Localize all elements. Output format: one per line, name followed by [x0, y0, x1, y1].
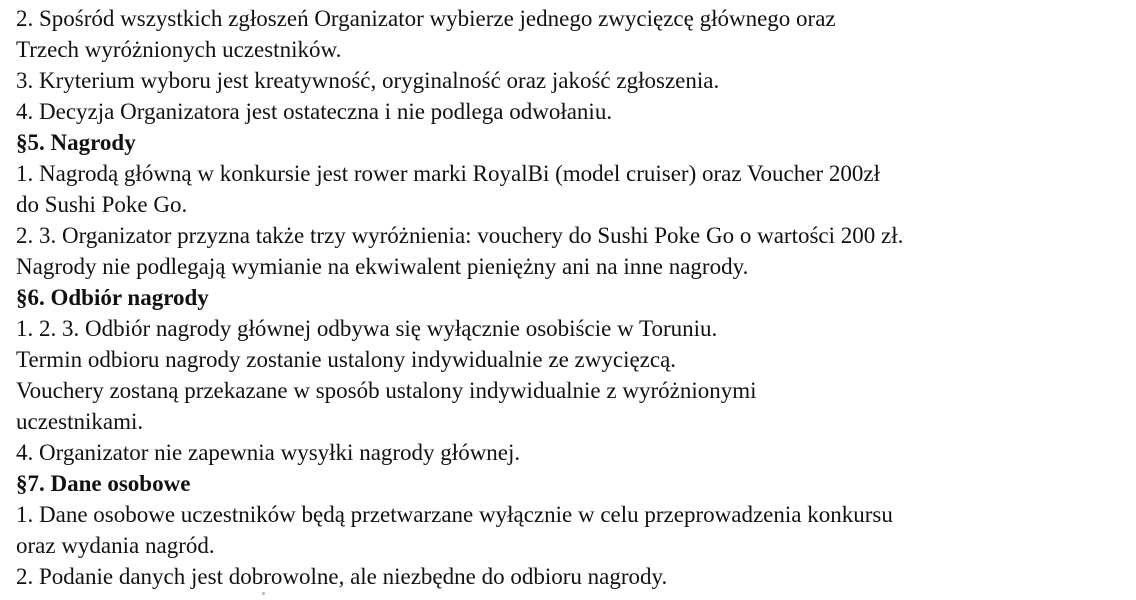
- paragraph-line: 3. Kryterium wyboru jest kreatywność, oryginalność oraz jakość zgłoszenia.: [16, 68, 720, 93]
- paragraph-line: oraz wydania nagród.: [16, 533, 215, 558]
- paragraph-line: Trzech wyróżnionych uczestników.: [16, 37, 342, 62]
- regulations-document: [16, 3, 1126, 592]
- paragraph-line: 2. Spośród wszystkich zgłoszeń Organizator wybierze jednego zwycięzcę głównego oraz: [16, 6, 836, 31]
- section-heading-dane-osobowe: §7. Dane osobowe: [16, 471, 191, 496]
- paragraph-line: Termin odbioru nagrody zostanie ustalony indywidualnie ze zwycięzcą.: [16, 347, 677, 372]
- paragraph-line: Nagrody nie podlegają wymianie na ekwiwalent pieniężny ani na inne nagrody.: [16, 254, 749, 279]
- cut-off-text-fragment: [262, 592, 265, 595]
- paragraph-line: 2. 3. Organizator przyzna także trzy wyróżnienia: vouchery do Sushi Poke Go o wartości 200 zł.: [16, 223, 904, 248]
- paragraph-line: do Sushi Poke Go.: [16, 192, 188, 217]
- paragraph-line: 1. Dane osobowe uczestników będą przetwarzane wyłącznie w celu przeprowadzenia konkursu: [16, 502, 893, 527]
- paragraph-line: 1. Nagrodą główną w konkursie jest rower marki RoyalBi (model cruiser) oraz Voucher 200zł: [16, 161, 880, 186]
- paragraph-line: uczestnikami.: [16, 409, 144, 434]
- paragraph-line: 1. 2. 3. Odbiór nagrody głównej odbywa się wyłącznie osobiście w Toruniu.: [16, 316, 718, 341]
- paragraph-line: 4. Organizator nie zapewnia wysyłki nagrody głównej.: [16, 440, 521, 465]
- paragraph-line: Vouchery zostaną przekazane w sposób ustalony indywidualnie z wyróżnionymi: [16, 378, 757, 403]
- section-heading-nagrody: §5. Nagrody: [16, 130, 136, 155]
- paragraph-line: 2. Podanie danych jest dobrowolne, ale niezbędne do odbioru nagrody.: [16, 564, 668, 589]
- section-heading-odbior-nagrody: §6. Odbiór nagrody: [16, 285, 209, 310]
- paragraph-line: 4. Decyzja Organizatora jest ostateczna i nie podlega odwołaniu.: [16, 99, 613, 124]
